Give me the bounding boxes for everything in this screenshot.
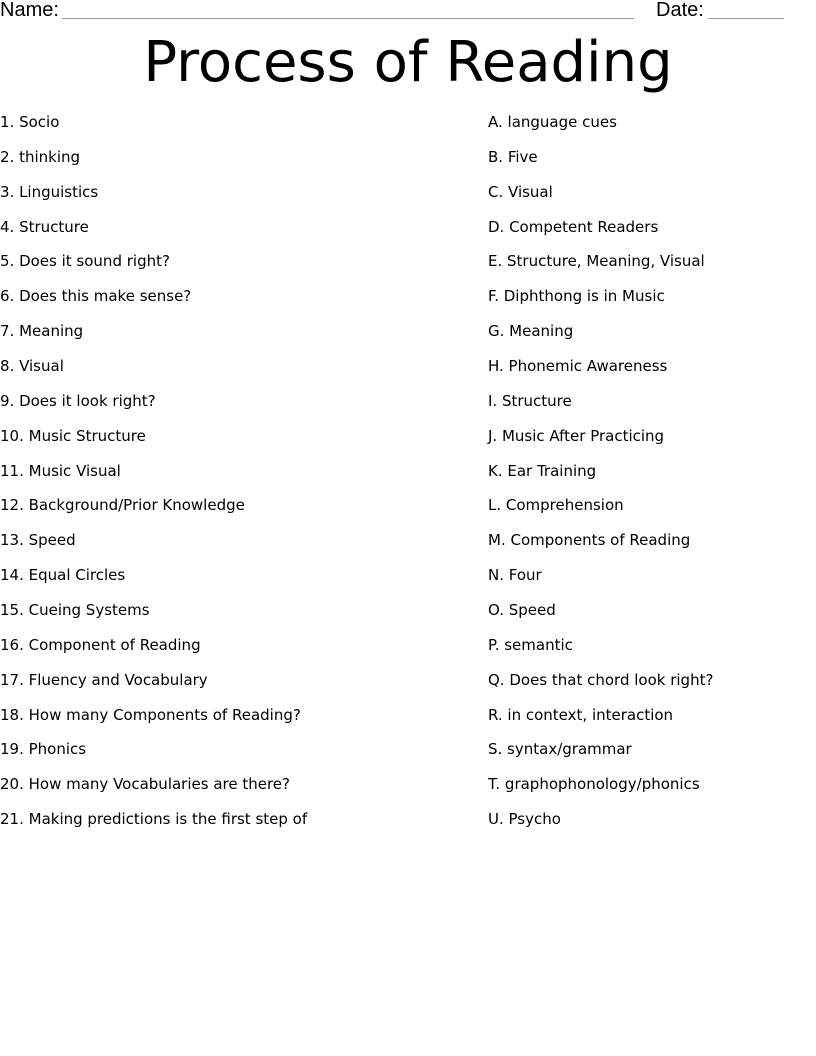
question-item: 10. Music Structure — [0, 426, 146, 445]
answer-item: P. semantic — [488, 635, 573, 654]
question-item: 13. Speed — [0, 531, 76, 550]
answer-item: O. Speed — [488, 601, 556, 620]
question-item: 2. thinking — [0, 147, 81, 166]
worksheet-header — [0, 0, 816, 24]
question-item: 17. Fluency and Vocabulary — [0, 670, 208, 689]
answer-item: Q. Does that chord look right? — [488, 670, 714, 689]
answer-item: M. Components of Reading — [488, 531, 691, 550]
answers-list — [488, 110, 808, 842]
page-title: Process of Reading — [143, 30, 673, 95]
answer-item: F. Diphthong is in Music — [488, 287, 665, 306]
answer-item: L. Comprehension — [488, 496, 624, 515]
answer-item: B. Five — [488, 147, 538, 166]
date-blank-line[interactable] — [708, 18, 784, 19]
question-item: 18. How many Components of Reading? — [0, 705, 301, 724]
answer-item: E. Structure, Meaning, Visual — [488, 252, 705, 271]
name-label: Name: — [0, 0, 59, 21]
question-item: 21. Making predictions is the first step of — [0, 810, 308, 829]
answer-item: R. in context, interaction — [488, 705, 674, 724]
answer-item: I. Structure — [488, 391, 572, 410]
question-item: 15. Cueing Systems — [0, 601, 150, 620]
question-item: 20. How many Vocabularies are there? — [0, 775, 290, 794]
name-blank-line[interactable] — [62, 18, 634, 19]
question-item: 3. Linguistics — [0, 182, 99, 201]
question-item: 16. Component of Reading — [0, 635, 201, 654]
question-item: 5. Does it sound right? — [0, 252, 170, 271]
answer-item: T. graphophonology/phonics — [488, 775, 700, 794]
answer-item: N. Four — [488, 566, 542, 585]
date-label: Date: — [656, 0, 704, 21]
questions-list — [0, 110, 470, 842]
answer-item: G. Meaning — [488, 322, 574, 341]
question-item: 12. Background/Prior Knowledge — [0, 496, 245, 515]
answer-item: K. Ear Training — [488, 461, 597, 480]
question-item: 19. Phonics — [0, 740, 87, 759]
answer-item: S. syntax/grammar — [488, 740, 632, 759]
answer-item: D. Competent Readers — [488, 217, 659, 236]
answer-item: C. Visual — [488, 182, 553, 201]
question-item: 1. Socio — [0, 113, 60, 131]
answer-item: H. Phonemic Awareness — [488, 357, 668, 376]
question-item: 4. Structure — [0, 217, 89, 236]
question-item: 9. Does it look right? — [0, 391, 156, 410]
question-item: 8. Visual — [0, 357, 64, 376]
question-item: 14. Equal Circles — [0, 566, 126, 585]
answer-item: U. Psycho — [488, 810, 561, 829]
answer-item: A. language cues — [488, 113, 617, 131]
question-item: 7. Meaning — [0, 322, 84, 341]
question-item: 11. Music Visual — [0, 461, 121, 480]
question-item: 6. Does this make sense? — [0, 287, 192, 306]
answer-item: J. Music After Practicing — [488, 426, 665, 445]
